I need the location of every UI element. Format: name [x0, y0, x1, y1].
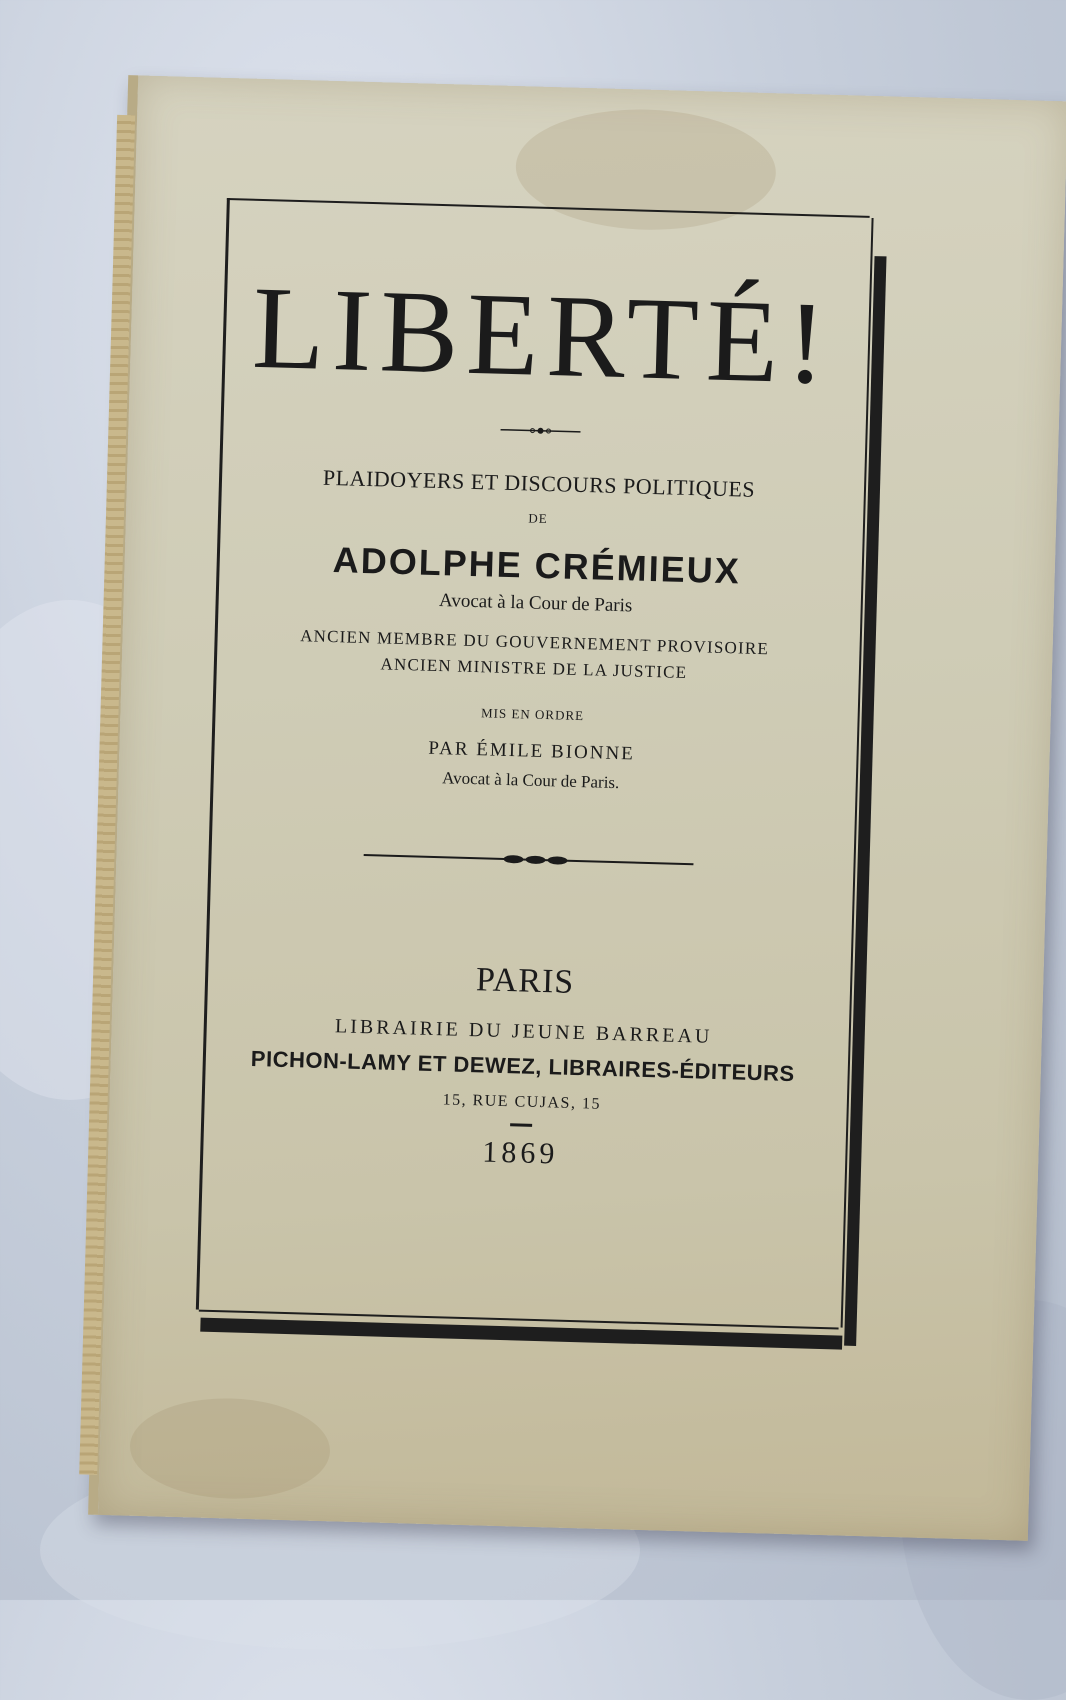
paper-stain — [129, 1396, 332, 1502]
author-name: ADOLPHE CRÉMIEUX — [332, 539, 742, 592]
publication-year: 1869 — [481, 1135, 559, 1171]
editor-name: PAR ÉMILE BIONNE — [428, 737, 636, 765]
book-cover — [88, 75, 1066, 1541]
preposition-de: DE — [528, 510, 548, 527]
library-name: LIBRAIRIE DU JEUNE BARREAU — [334, 1015, 713, 1048]
author-role: Avocat à la Cour de Paris — [438, 590, 633, 617]
publication-city: PARIS — [475, 961, 575, 1001]
arranged-by-label: MIS EN ORDRE — [480, 705, 585, 724]
editor-role: Avocat à la Cour de Paris. — [441, 768, 620, 793]
publisher-address: 15, RUE CUJAS, 15 — [442, 1091, 602, 1113]
book-subtitle: PLAIDOYERS ET DISCOURS POLITIQUES — [322, 464, 756, 502]
author-former-role-1: ANCIEN MEMBRE DU GOUVERNEMENT PROVISOIRE — [299, 626, 770, 659]
ornament-rule — [363, 848, 693, 871]
book-title: LIBERTÉ! — [250, 261, 836, 409]
author-former-role-2: ANCIEN MINISTRE DE LA JUSTICE — [380, 654, 688, 682]
publisher-name: PICHON-LAMY ET DEWEZ, LIBRAIRES-ÉDITEURS — [250, 1045, 795, 1087]
title-page — [196, 198, 867, 1325]
ornament-divider — [500, 424, 580, 438]
dash-divider — [510, 1123, 532, 1127]
